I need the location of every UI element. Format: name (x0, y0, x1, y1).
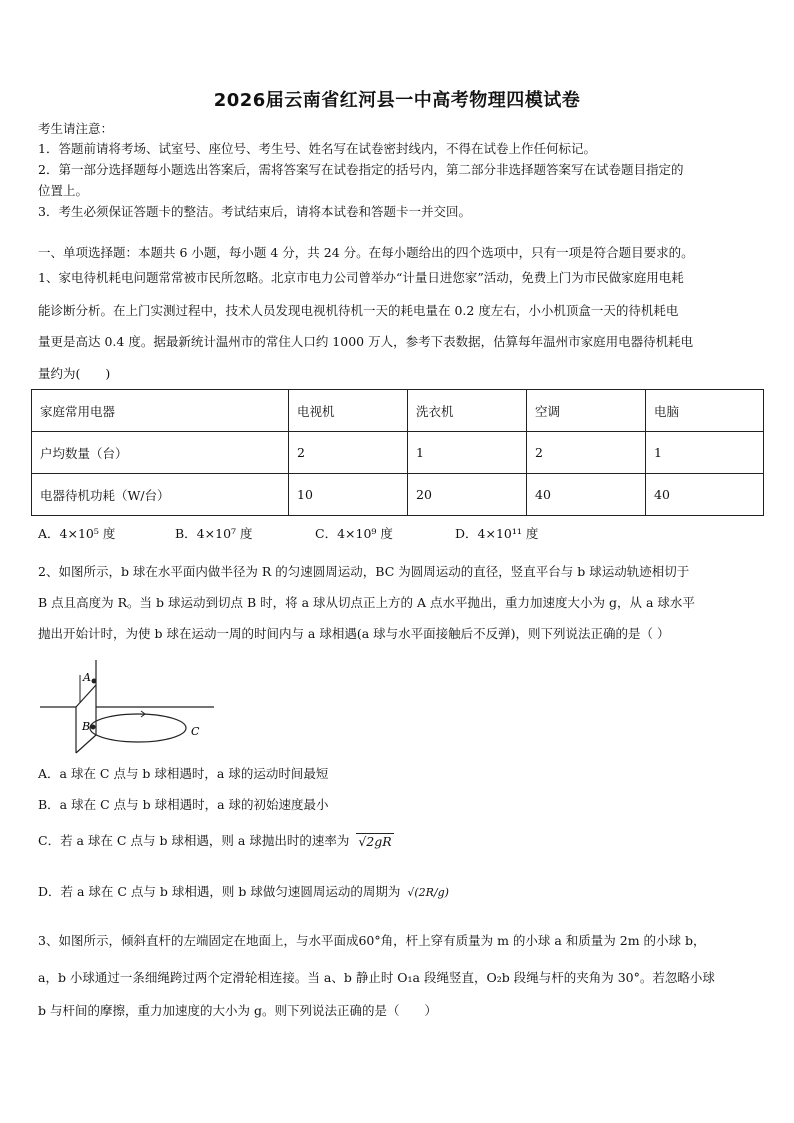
table-row (32, 474, 764, 516)
point-b (91, 725, 96, 730)
table-cell: 洗衣机 (408, 390, 527, 432)
table-cell: 20 (408, 474, 527, 516)
table-cell: 电器待机功耗（W/台） (32, 474, 289, 516)
table-cell: 电脑 (646, 390, 764, 432)
table-header-row (32, 390, 764, 432)
label-a: A (83, 671, 91, 684)
platform-edge (76, 685, 96, 707)
q1-option: A．4×10⁵ 度 (38, 526, 116, 541)
notice-item: 1．答题前请将考场、试室号、座位号、考生号、姓名写在试卷密封线内，不得在试卷上作任何标记。 (38, 141, 596, 156)
q1-text: 量更是高达 0.4 度。据最新统计温州市的常住人口约 1000 万人，参考下表数据，估算每年温州市家庭用电器待机耗电 (38, 334, 694, 349)
q3-text: 3、如图所示，倾斜直杆的左端固定在地面上，与水平面成60°角，杆上穿有质量为 m 的小球 a 和质量为 2m 的小球 b， (38, 933, 706, 948)
q2-text: B 点且高度为 R。当 b 球运动到切点 B 时，将 a 球从切点正上方的 A 点水平抛出，重力加速度大小为 g，从 a 球水平 (38, 595, 695, 610)
platform-edge (76, 735, 96, 753)
q2-text: 2、如图所示，b 球在水平面内做半径为 R 的匀速圆周运动，BC 为圆周运动的直径，竖直平台与 b 球运动轨迹相切于 (38, 564, 690, 579)
notice-heading: 考生请注意： (38, 121, 114, 136)
table-cell: 空调 (527, 390, 646, 432)
table-cell: 10 (289, 474, 408, 516)
q2-option-d-text: D．若 a 球在 C 点与 b 球相遇，则 b 球做匀速圆周运动的周期为 (38, 884, 401, 899)
q2-option-d-formula: √(2R/g) (407, 885, 449, 899)
q1-option: C．4×10⁹ 度 (315, 526, 393, 541)
page-title: 2026届云南省红河县一中高考物理四模试卷 (213, 90, 581, 111)
table-cell: 40 (527, 474, 646, 516)
q2-text: 抛出开始计时，为使 b 球在运动一周的时间内与 a 球相遇(a 球与水平面接触后不反弹)，则下列说法正确的是（ ） (38, 626, 670, 641)
section-heading: 一、单项选择题：本题共 6 小题，每小题 4 分，共 24 分。在每小题给出的四个选项中，只有一项是符合题目要求的。 (38, 245, 694, 260)
q1-option: B．4×10⁷ 度 (175, 526, 253, 541)
table-cell: 2 (527, 432, 646, 474)
q2-option: A．a 球在 C 点与 b 球相遇时，a 球的运动时间最短 (38, 766, 329, 781)
q1-text: 1、家电待机耗电问题常常被市民所忽略。北京市电力公司曾举办“计量日进您家”活动，免费上门为市民做家庭用电耗 (38, 270, 684, 285)
q3-text: b 与杆间的摩擦，重力加速度的大小为 g。则下列说法正确的是（ ） (38, 1003, 437, 1018)
table-cell: 2 (289, 432, 408, 474)
table-cell: 40 (646, 474, 764, 516)
q2-option-c-text: C．若 a 球在 C 点与 b 球相遇，则 a 球抛出时的速率为 (38, 833, 350, 848)
table-cell: 家庭常用电器 (32, 390, 289, 432)
table-row (32, 432, 764, 474)
point-a (92, 679, 97, 684)
table-cell: 户均数量（台） (32, 432, 289, 474)
table-cell: 1 (408, 432, 527, 474)
notice-item: 3．考生必须保证答题卡的整洁。考试结束后，请将本试卷和答题卡一并交回。 (38, 204, 471, 219)
q2-option (38, 884, 449, 901)
q1-text: 量约为( ) (38, 366, 111, 381)
orbit-ellipse (90, 714, 186, 742)
q1-option: D．4×10¹¹ 度 (455, 526, 539, 541)
notice-item: 位置上。 (38, 183, 89, 198)
label-b: B (82, 720, 91, 733)
q2-option (38, 833, 394, 850)
table-cell: 电视机 (289, 390, 408, 432)
q3-text: a，b 小球通过一条细绳跨过两个定滑轮相连接。当 a、b 静止时 O₁a 段绳竖直，O₂b 段绳与杆的夹角为 30°。若忽略小球 (38, 970, 715, 985)
q2-option: B．a 球在 C 点与 b 球相遇时，a 球的初始速度最小 (38, 797, 329, 812)
label-c: C (191, 725, 200, 738)
notice-item: 2．第一部分选择题每小题选出答案后，需将答案写在试卷指定的括号内，第二部分非选择题答案写在试卷题目指定的 (38, 162, 684, 177)
q2-figure (38, 655, 218, 760)
appliance-table (31, 389, 764, 516)
q1-text: 能诊断分析。在上门实测过程中，技术人员发现电视机待机一天的耗电量在 0.2 度左右，小小机顶盒一天的待机耗电 (38, 303, 679, 318)
q2-option-c-formula: √2gR (358, 834, 392, 849)
table-cell: 1 (646, 432, 764, 474)
